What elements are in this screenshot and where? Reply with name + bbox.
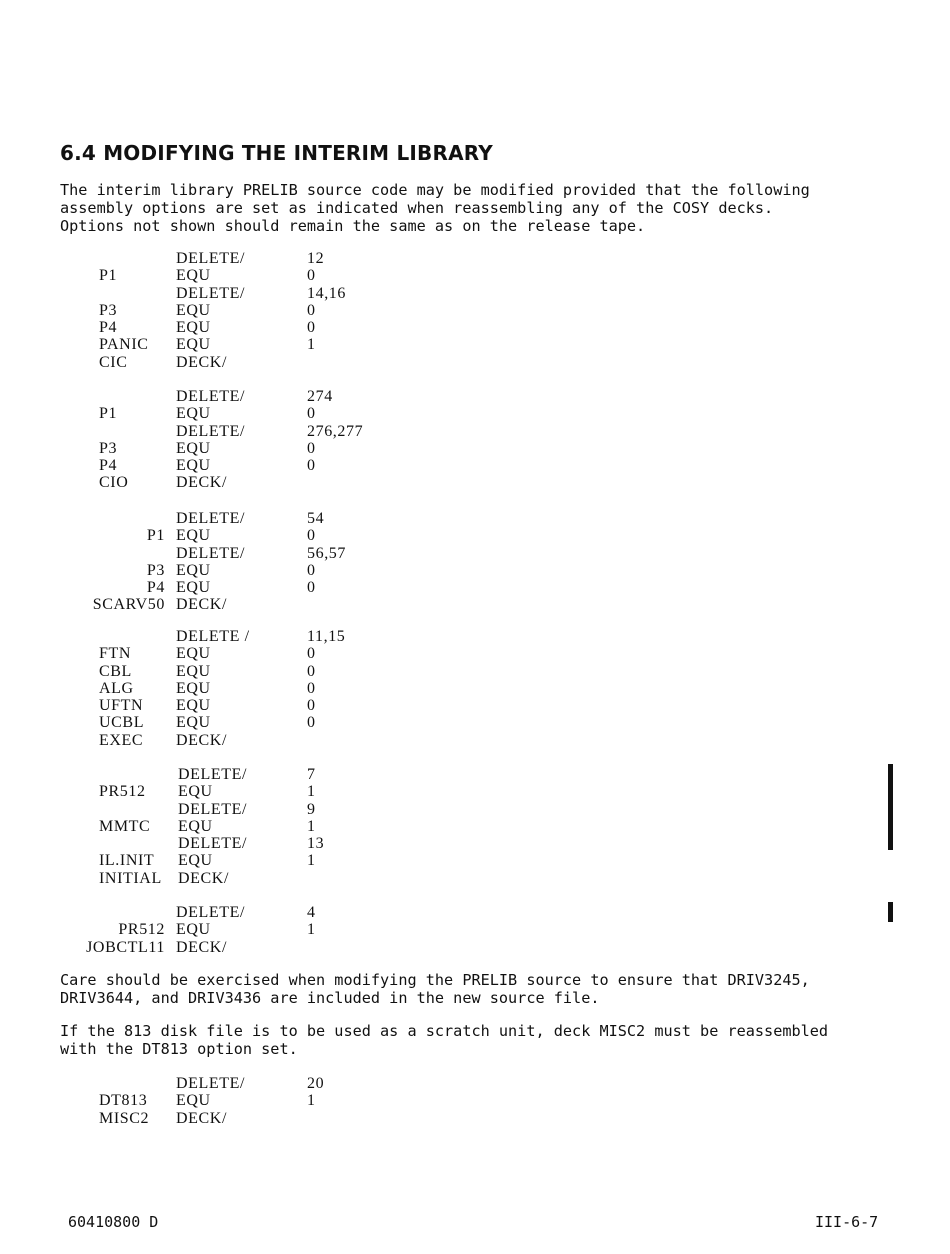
directive-label: P3	[99, 439, 118, 457]
directive-value: 0	[307, 319, 316, 337]
directive-value: 276,277	[307, 422, 364, 440]
directive-value: 0	[307, 645, 316, 663]
code-line	[0, 732, 500, 749]
code-line	[0, 423, 500, 440]
directive-op: DECK/	[176, 596, 227, 614]
code-line	[0, 663, 500, 680]
directive-label: FTN	[99, 645, 132, 663]
code-line	[0, 562, 500, 579]
directive-op: EQU	[176, 561, 211, 579]
directive-value: 274	[307, 388, 333, 405]
directive-op: EQU	[178, 852, 213, 870]
directive-value: 13	[307, 835, 325, 853]
directive-value: 4	[307, 904, 316, 921]
directive-value: 1	[307, 783, 316, 801]
directive-label: CIC	[99, 353, 128, 371]
assembly-options-block	[0, 1075, 500, 1127]
directive-op: EQU	[176, 405, 211, 423]
directive-value: 1	[307, 921, 316, 939]
text-line: If the 813 disk file is to be used as a scratch unit, deck MISC2 must be reassembled	[60, 1022, 829, 1040]
code-line	[0, 405, 500, 422]
directive-label: INITIAL	[99, 869, 162, 887]
code-line	[0, 766, 500, 783]
code-line	[0, 818, 500, 835]
directive-op: EQU	[176, 697, 211, 715]
directive-label: MISC2	[99, 1109, 150, 1127]
directive-op: DELETE/	[176, 1075, 246, 1092]
code-line	[0, 388, 500, 405]
directive-value: 1	[307, 1092, 316, 1110]
directive-op: DELETE/	[178, 835, 248, 853]
section-heading: 6.4 MODIFYING THE INTERIM LIBRARY	[60, 141, 493, 165]
page-number: III-6-7	[815, 1213, 879, 1231]
directive-label: UFTN	[99, 697, 144, 715]
code-line	[0, 527, 500, 544]
directive-op: EQU	[176, 662, 211, 680]
code-line	[0, 697, 500, 714]
directive-label: P3	[99, 301, 118, 319]
code-line	[0, 1075, 500, 1092]
directive-label: P4	[99, 319, 118, 337]
directive-op: DECK/	[176, 353, 227, 371]
code-line	[0, 285, 500, 302]
directive-op: DELETE/	[176, 904, 246, 921]
code-line	[0, 302, 500, 319]
directive-op: EQU	[178, 817, 213, 835]
code-line	[0, 1110, 500, 1127]
care-paragraph	[60, 971, 860, 1007]
code-line	[0, 645, 500, 662]
directive-value: 9	[307, 800, 316, 818]
directive-op: DELETE/	[176, 422, 246, 440]
text-line: The interim library PRELIB source code may be modified provided that the following	[60, 181, 810, 199]
disk-paragraph	[60, 1022, 860, 1058]
directive-label: PANIC	[99, 336, 149, 354]
directive-label: JOBCTL11	[86, 938, 165, 956]
code-line	[0, 921, 500, 938]
directive-op: DELETE/	[176, 250, 246, 267]
directive-op: EQU	[176, 527, 211, 545]
code-line	[0, 336, 500, 353]
directive-op: DECK/	[176, 474, 227, 492]
directive-label: ALG	[99, 679, 134, 697]
directive-label: MMTC	[99, 817, 151, 835]
directive-label: DT813	[99, 1092, 148, 1110]
directive-label: P1	[146, 527, 165, 545]
code-line	[0, 801, 500, 818]
directive-op: EQU	[176, 301, 211, 319]
code-line	[0, 267, 500, 284]
directive-value: 0	[307, 405, 316, 423]
directive-op: DELETE/	[176, 544, 246, 562]
directive-op: EQU	[176, 439, 211, 457]
directive-value: 0	[307, 561, 316, 579]
revision-bar	[888, 902, 893, 922]
intro-paragraph	[60, 181, 860, 235]
directive-value: 1	[307, 852, 316, 870]
code-line	[0, 250, 500, 267]
directive-label: PR512	[118, 921, 165, 939]
code-line	[0, 783, 500, 800]
directive-op: DECK/	[176, 938, 227, 956]
text-line: with the DT813 option set.	[60, 1040, 298, 1058]
assembly-options-block	[0, 250, 500, 371]
code-line	[0, 354, 500, 371]
directive-op: EQU	[176, 457, 211, 475]
directive-value: 1	[307, 336, 316, 354]
directive-value: 20	[307, 1075, 325, 1092]
directive-label: CBL	[99, 662, 132, 680]
directive-op: DECK/	[178, 869, 229, 887]
document-number: 60410800 D	[68, 1213, 159, 1231]
directive-label: P1	[99, 405, 118, 423]
code-line	[0, 870, 500, 887]
directive-op: DECK/	[176, 731, 227, 749]
directive-value: 14,16	[307, 284, 346, 302]
directive-op: EQU	[176, 319, 211, 337]
directive-label: P4	[146, 579, 165, 597]
assembly-options-block	[0, 904, 500, 956]
directive-label: P4	[99, 457, 118, 475]
assembly-options-block	[0, 628, 500, 749]
directive-label: UCBL	[99, 714, 145, 732]
text-line: Options not shown should remain the same as on the release tape.	[60, 217, 646, 235]
code-line	[0, 1092, 500, 1109]
directive-op: DELETE/	[176, 510, 246, 527]
directive-label: P3	[146, 561, 165, 579]
directive-op: DELETE/	[176, 284, 246, 302]
text-line: assembly options are set as indicated when reassembling any of the COSY decks.	[60, 199, 774, 217]
directive-op: EQU	[176, 645, 211, 663]
assembly-options-block	[0, 388, 500, 492]
directive-label: EXEC	[99, 731, 144, 749]
code-line	[0, 680, 500, 697]
directive-op: EQU	[178, 783, 213, 801]
assembly-options-block	[0, 766, 500, 887]
code-line	[0, 835, 500, 852]
directive-value: 0	[307, 439, 316, 457]
directive-value: 0	[307, 662, 316, 680]
code-line	[0, 457, 500, 474]
directive-value: 0	[307, 267, 316, 285]
directive-value: 56,57	[307, 544, 346, 562]
directive-value: 12	[307, 250, 325, 267]
text-line: Care should be exercised when modifying the PRELIB source to ensure that DRIV3245,	[60, 971, 810, 989]
code-line	[0, 904, 500, 921]
directive-label: CIO	[99, 474, 129, 492]
directive-op: DELETE/	[176, 388, 246, 405]
code-line	[0, 440, 500, 457]
text-line: DRIV3644, and DRIV3436 are included in the new source file.	[60, 989, 600, 1007]
code-line	[0, 319, 500, 336]
code-line	[0, 939, 500, 956]
directive-op: EQU	[176, 679, 211, 697]
directive-value: 0	[307, 579, 316, 597]
revision-bar	[888, 764, 893, 850]
code-line	[0, 596, 500, 613]
directive-value: 0	[307, 301, 316, 319]
directive-op: DELETE /	[176, 628, 250, 645]
directive-value: 0	[307, 679, 316, 697]
directive-value: 1	[307, 817, 316, 835]
directive-op: EQU	[176, 579, 211, 597]
directive-value: 0	[307, 527, 316, 545]
directive-value: 0	[307, 697, 316, 715]
code-line	[0, 714, 500, 731]
directive-op: DELETE/	[178, 800, 248, 818]
assembly-options-block	[0, 510, 500, 614]
code-line	[0, 510, 500, 527]
directive-label: PR512	[99, 783, 146, 801]
directive-op: EQU	[176, 1092, 211, 1110]
directive-op: EQU	[176, 921, 211, 939]
directive-value: 0	[307, 457, 316, 475]
directive-op: DELETE/	[178, 766, 248, 783]
code-line	[0, 545, 500, 562]
directive-label: IL.INIT	[99, 852, 155, 870]
directive-value: 0	[307, 714, 316, 732]
directive-op: DECK/	[176, 1109, 227, 1127]
directive-value: 54	[307, 510, 325, 527]
code-line	[0, 474, 500, 491]
directive-label: SCARV50	[92, 596, 165, 614]
directive-value: 7	[307, 766, 316, 783]
directive-op: EQU	[176, 336, 211, 354]
directive-value: 11,15	[307, 628, 346, 645]
code-line	[0, 628, 500, 645]
directive-label: P1	[99, 267, 118, 285]
code-line	[0, 579, 500, 596]
directive-op: EQU	[176, 267, 211, 285]
code-line	[0, 852, 500, 869]
directive-op: EQU	[176, 714, 211, 732]
